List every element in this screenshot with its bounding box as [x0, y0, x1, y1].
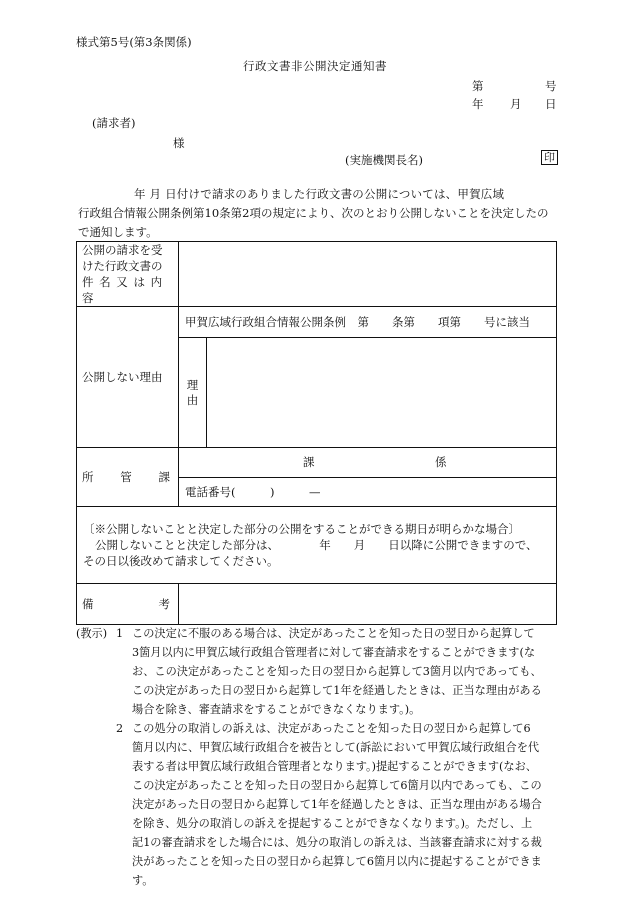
decision-table: [76, 241, 557, 625]
body-line-1: 年 月 日付けで請求のありました行政文書の公開については、甲賀広域: [134, 187, 505, 201]
label-document-subject: 公開の請求を受 けた行政文書の 件 名 又 は 内 容: [77, 242, 179, 307]
reason-cell: [179, 307, 557, 448]
label-department: 所 管 課: [77, 448, 179, 507]
label-remarks: 備 考: [77, 584, 179, 625]
body-line-3: で通知します。: [78, 225, 158, 239]
table-row-document: [77, 242, 557, 307]
notice-body: [78, 185, 558, 242]
body-line-2: 行政組合情報公開条例第10条第2項の規定により、次のとおり公開しないことを決定したの: [78, 206, 549, 220]
reason-detail: [179, 338, 556, 447]
seal-mark: 印: [541, 150, 558, 165]
section-line: [179, 448, 556, 478]
document-title: 行政文書非公開決定通知書: [243, 59, 387, 73]
label-reason: 公開しない理由: [77, 307, 179, 448]
future-disclosure-cell: 〔※公開しないことと決定した部分の公開をすることができる期日が明らかな場合〕 公開しないことと決定した部分は、 年 月 日以降に公開できますので、 その日以後改めて請求してください。: [77, 507, 557, 584]
ka-label: 課: [303, 455, 315, 469]
department-cell: [179, 448, 557, 507]
table-row-department: [77, 448, 557, 507]
number-suffix: 号: [545, 79, 557, 93]
number-prefix: 第: [472, 79, 484, 93]
agency-head-label: (実施機関長名): [345, 153, 423, 167]
table-row-remarks: [77, 584, 557, 625]
form-number: 様式第5号(第3条関係): [76, 35, 192, 49]
instruction-item-1: (教示) 1 この決定に不服のある場合は、決定があったことを知った日の翌日から起算して 3箇月以内に甲賀広域行政組合管理者に対して審査請求をすることができます(な お、この決定があったことを知った日の翌日から起算して3箇月以内であっても、 この決定があった日の翌日から起算して1年を経過したときは、正当な理由がある 場合を除き、審査請求をすることができなくなります。)。: [76, 627, 542, 716]
document-subject-value: [179, 242, 557, 307]
phone-line: 電話番号( ) —: [185, 485, 321, 499]
date-year: 年: [472, 97, 484, 111]
date-month: 月: [510, 97, 522, 111]
reason-side-label: 理 由: [179, 338, 207, 447]
reason-text-area: [207, 338, 556, 447]
date-day: 日: [545, 97, 557, 111]
table-row-reason: [77, 307, 557, 448]
instructions: [76, 624, 560, 890]
table-row-future-disclosure: [77, 507, 557, 584]
remarks-value: [179, 584, 557, 625]
instruction-item-2: 2 この処分の取消しの訴えは、決定があったことを知った日の翌日から起算して6 箇月以内に、甲賀広域行政組合を被告として(訴訟において甲賀広域行政組合を代 表する者は甲賀広域行政組合管理者となります。)提起することができます(なお、 この決定があったことを知った日の翌日から起算して6箇月以内であっても、この 決定があった日の翌日から起算して1年を経過したときは、正当な理由がある場合 を除き、処分の取消しの訴えを提起することができなくなります。)。ただし、上 記1の審査請求をした場合には、処分の取消しの訴えは、当該審査請求に対する裁 決があったことを知った日の翌日から起算して6箇月以内に提起することができま す。: [116, 722, 542, 887]
ordinance-line: 甲賀広域行政組合情報公開条例 第 条第 項第 号に該当: [179, 307, 556, 338]
kakari-label: 係: [435, 455, 447, 469]
honorific-sama: 様: [173, 136, 185, 150]
requester-label: (請求者): [92, 116, 136, 130]
